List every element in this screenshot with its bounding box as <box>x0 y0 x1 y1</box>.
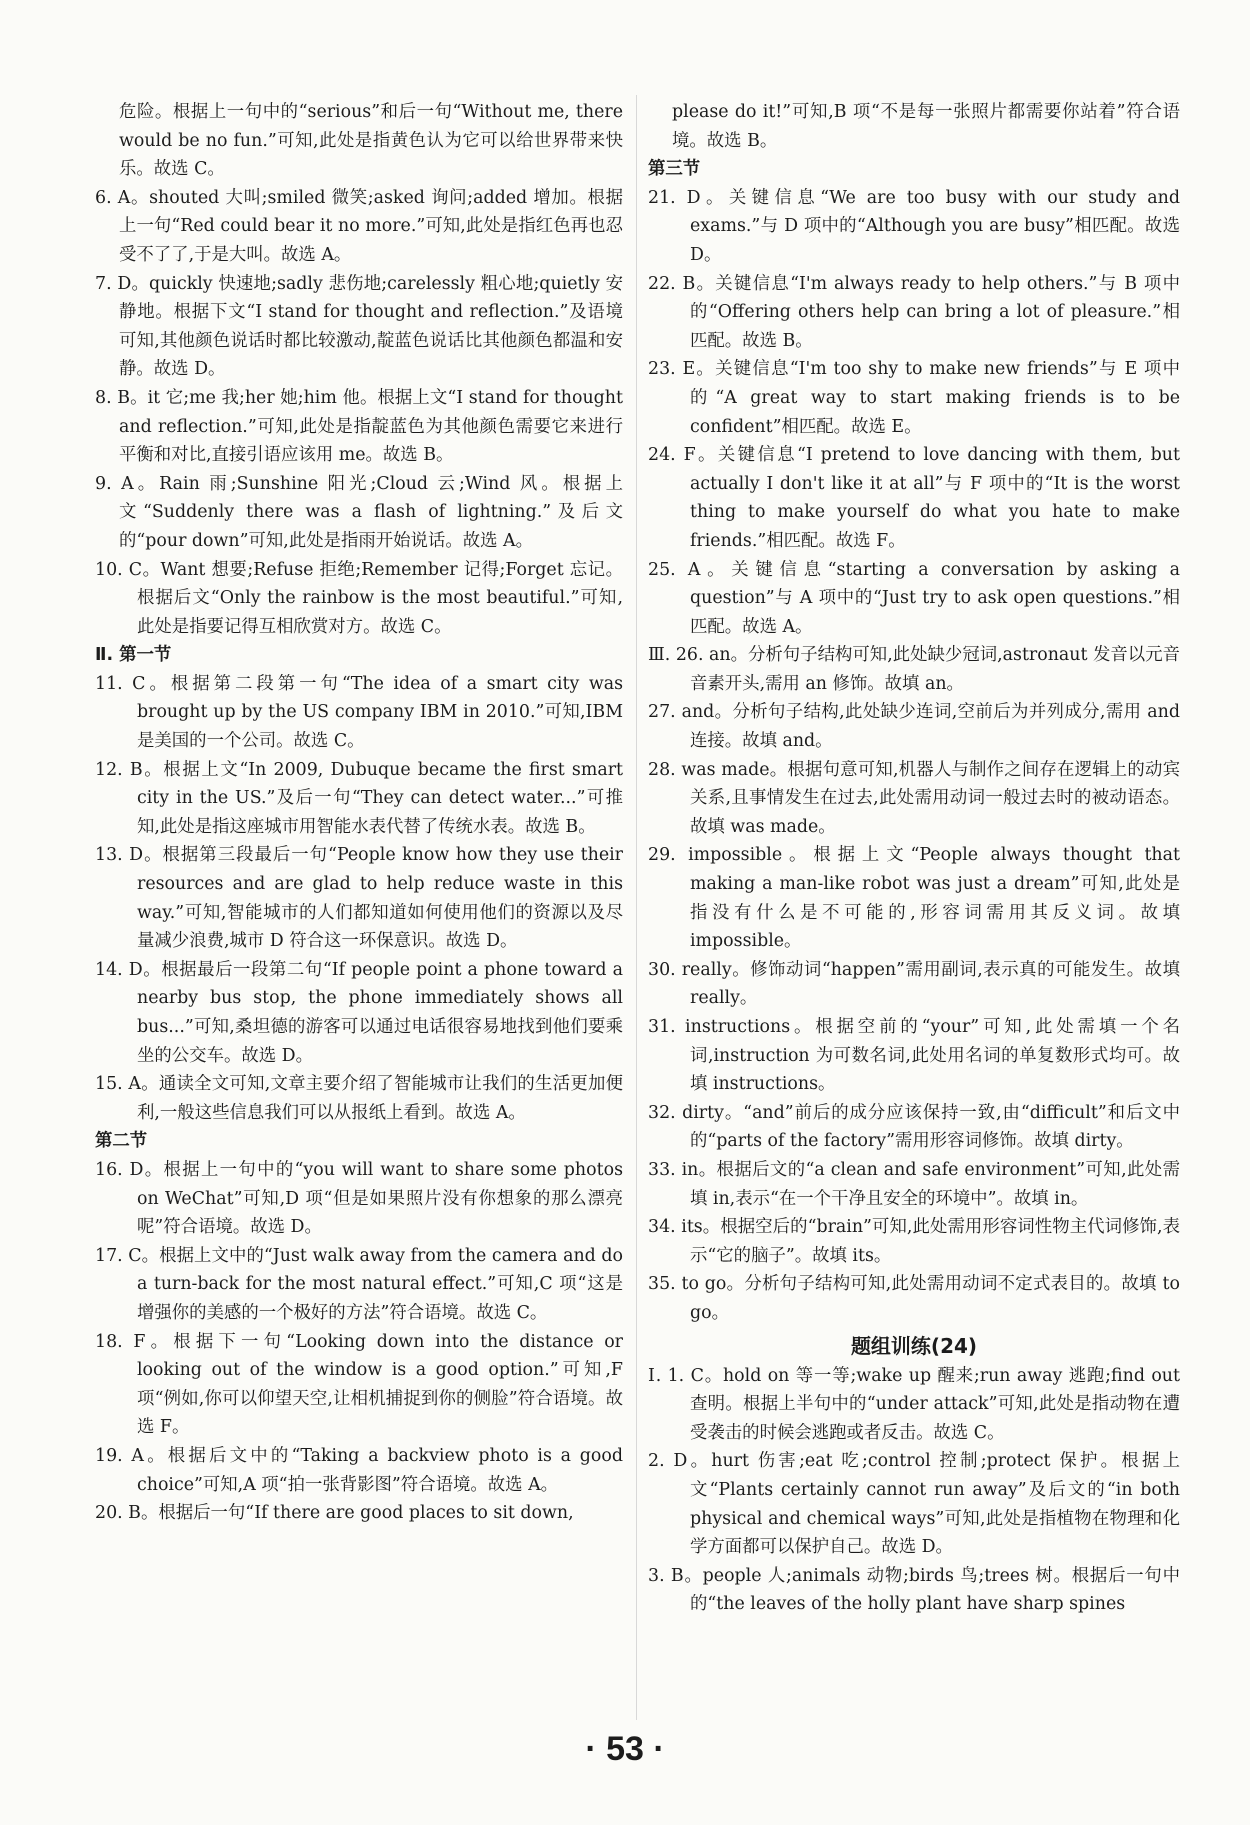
group-answer-3: 3. B。people 人;animals 动物;birds 鸟;trees 树。根据后一句中的“the leaves of the holly plant have sharp spines <box>648 1565 1180 1615</box>
answer-20: 20. B。根据后一句“If there are good places to sit down, <box>95 1503 574 1524</box>
answer-22: 22. B。关键信息“I'm always ready to help others.”与 B 项中的“Offering others help can bring a lot of pleasure.”相匹配。故选 B。 <box>648 273 1180 351</box>
answer-7: 7. D。quickly 快速地;sadly 悲伤地;carelessly 粗心地;quietly 安静地。根据下文“I stand for thought and reflection.”及语境可知,其他颜色说话时都比较激动,靛蓝色说话比其他颜色都温和安静。故选 D。 <box>95 273 623 380</box>
answer-28: 28. was made。根据句意可知,机器人与制作之间存在逻辑上的动宾关系,且事情发生在过去,此处需用动词一般过去时的被动语态。故填 was made。 <box>648 759 1180 837</box>
answer-30: 30. really。修饰动词“happen”需用副词,表示真的可能发生。故填 really。 <box>648 959 1180 1009</box>
page-number: · 53 · <box>585 1730 665 1768</box>
answer-19: 19. A。根据后文中的“Taking a backview photo is a good choice”可知,A 项“拍一张背影图”符合语境。故选 A。 <box>95 1445 623 1495</box>
answer-14: 14. D。根据最后一段第二句“If people point a phone toward a nearby bus stop, the phone immediately shows all bus...”可知,桑坦德的游客可以通过电话很容易地找到他们要乘坐的公交车。故选 D。 <box>95 959 623 1066</box>
answer-17: 17. C。根据上文中的“Just walk away from the camera and do a turn-back for the most natural effect.”可知,C 项“这是增强你的美感的一个极好的方法”符合语境。故选 C。 <box>95 1245 623 1323</box>
answer-8: 8. B。it 它;me 我;her 她;him 他。根据上文“I stand for thought and reflection.”可知,此处是指靛蓝色为其他颜色需要它来进行平衡和对比,直接引语应该用 me。故选 B。 <box>95 387 623 466</box>
answer-33: 33. in。根据后文的“a clean and safe environment”可知,此处需填 in,表示“在一个干净且安全的环境中”。故填 in。 <box>648 1159 1180 1209</box>
answer-15: 15. A。通读全文可知,文章主要介绍了智能城市让我们的生活更加便利,一般这些信息我们可以从报纸上看到。故选 A。 <box>95 1074 623 1123</box>
group-answer-2: 2. D。hurt 伤害;eat 吃;control 控制;protect 保护。根据上文“Plants certainly cannot run away”及后文的“in both physical and chemical ways”可知,此处是指植物在物理和化学方面都可以保护自己。故选 D。 <box>648 1451 1180 1558</box>
answer-12: 12. B。根据上文“In 2009, Dubuque became the first smart city in the US.”及后一句“They can detect water...”可推知,此处是指这座城市用智能水表代替了传统水表。故选 B。 <box>95 759 623 837</box>
group-answer-1: Ⅰ. 1. C。hold on 等一等;wake up 醒来;run away 逃跑;find out 查明。根据上半句中的“under attack”可知,此处是指动物在遭受袭击的时候会逃跑或者反击。故选 C。 <box>648 1365 1180 1443</box>
answer-32: 32. dirty。“and”前后的成分应该保持一致,由“difficult”和后文中的“parts of the factory”需用形容词修饰。故填 dirty。 <box>648 1102 1180 1152</box>
answer-34: 34. its。根据空后的“brain”可知,此处需用形容词性物主代词修饰,表示“它的脑子”。故填 its。 <box>648 1217 1180 1266</box>
answer-10: 10. C。Want 想要;Refuse 拒绝;Remember 记得;Forget 忘记。根据后文“Only the rainbow is the most beautiful.”可知,此处是指要记得互相欣赏对方。故选 C。 <box>95 559 623 637</box>
answer-26: Ⅲ. 26. an。分析句子结构可知,此处缺少冠词,astronaut 发音以元音音素开头,需用 an 修饰。故填 an。 <box>648 645 1180 694</box>
answer-24: 24. F。关键信息“I pretend to love dancing with them, but actually I don't like it at all”与 F 项中的“It is the worst thing to make yourself do what you hate to make friends.”相匹配。故选 F。 <box>648 445 1180 551</box>
right-column <box>648 98 1180 1619</box>
group-training-title: 题组训练(24) <box>850 1333 978 1358</box>
answer-20-continued: please do it!”可知,B 项“不是每一张照片都需要你站着”符合语境。故选 B。 <box>672 102 1180 151</box>
section-heading-3: 第三节 <box>648 159 701 180</box>
section-heading-2-2: 第二节 <box>95 1131 148 1152</box>
answer-5-continued: 危险。根据上一句中的“serious”和后一句“Without me, there would be no fun.”可知,此处是指黄色认为它可以给世界带来快乐。故选 C。 <box>119 102 623 180</box>
column-divider <box>636 95 637 1720</box>
answer-16: 16. D。根据上一句中的“you will want to share some photos on WeChat”可知,D 项“但是如果照片没有你想象的那么漂亮呢”符合语境。故选 D。 <box>95 1159 623 1238</box>
answer-23: 23. E。关键信息“I'm too shy to make new friends”与 E 项中的“A great way to start making friends is to be confident”相匹配。故选 E。 <box>648 359 1180 437</box>
answer-31: 31. instructions。根据空前的“your”可知,此处需填一个名词,instruction 为可数名词,此处用名词的单复数形式均可。故填 instructions。 <box>648 1017 1180 1095</box>
answer-27: 27. and。分析句子结构,此处缺少连词,空前后为并列成分,需用 and 连接。故填 and。 <box>648 702 1180 752</box>
section-heading-2-1: Ⅱ. 第一节 <box>95 645 172 666</box>
answer-25: 25. A。关键信息“starting a conversation by asking a question”与 A 项中的“Just try to ask open questions.”相匹配。故选 A。 <box>648 559 1180 637</box>
answer-29: 29. impossible。根据上文“People always thought that making a man-like robot was just a dream”可知,此处是指没有什么是不可能的,形容词需用其反义词。故填 impossible。 <box>648 845 1180 952</box>
answer-9: 9. A。Rain 雨;Sunshine 阳光;Cloud 云;Wind 风。根据上文“Suddenly there was a flash of lightning.”及后文的“pour down”可知,此处是指雨开始说话。故选 A。 <box>95 473 623 551</box>
answer-35: 35. to go。分析句子结构可知,此处需用动词不定式表目的。故填 to go。 <box>648 1274 1180 1323</box>
left-column <box>95 98 623 1528</box>
answer-21: 21. D。关键信息“We are too busy with our study and exams.”与 D 项中的“Although you are busy”相匹配。故选 D。 <box>648 187 1180 265</box>
answer-6: 6. A。shouted 大叫;smiled 微笑;asked 询问;added 增加。根据上一句“Red could bear it no more.”可知,此处是指红色再也忍受不了了,于是大叫。故选 A。 <box>95 187 623 265</box>
answer-13: 13. D。根据第三段最后一句“People know how they use their resources and are glad to help reduce waste in this way.”可知,智能城市的人们都知道如何使用他们的资源以及尽量减少浪费,城市 D 符合这一环保意识。故选 D。 <box>95 845 623 952</box>
answer-18: 18. F。根据下一句“Looking down into the distance or looking out of the window is a good option.”可知,F 项“例如,你可以仰望天空,让相机捕捉到你的侧脸”符合语境。故选 F。 <box>95 1331 623 1438</box>
answer-11: 11. C。根据第二段第一句“The idea of a smart city was brought up by the US company IBM in 2010.”可知,IBM 是美国的一个公司。故选 C。 <box>95 673 623 752</box>
